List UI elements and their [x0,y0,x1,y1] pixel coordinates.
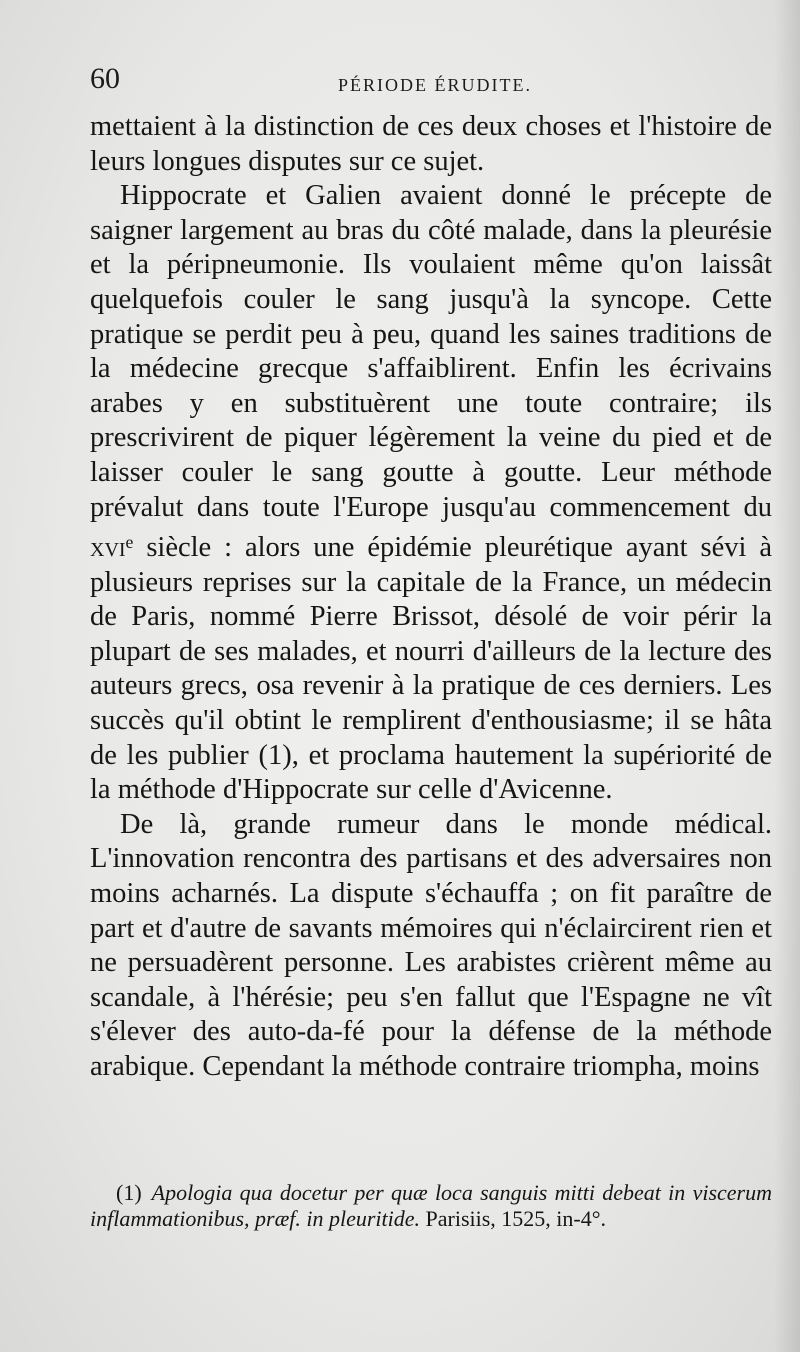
century-numeral: xvi [90,532,126,564]
page-number: 60 [90,62,120,95]
running-title: PÉRIODE ÉRUDITE. [338,75,532,95]
paragraph-2 [90,179,772,808]
paragraph-2-part-2: siècle : alors une épidémie pleurétique ayant sévi à plusieurs reprises sur la capitale de la France, un médecin de Paris, nommé Pierre Brissot, désolé de voir périr la plupart de ses malades, et nourri d'ailleurs de la lecture des auteurs grecs, osa revenir à la pratique de ces derniers. Les succès qu'il obtint le remplirent d'enthousiasme; il se hâta de les publier (1), et proclama hautement la supériorité de la méthode d'Hippocrate sur celle d'Avicenne. [90,532,772,806]
body-text [90,110,772,1085]
paragraph-3: De là, grande rumeur dans le monde médical. L'innovation rencontra des partisans et des adversaires non moins acharnés. La dispute s'échauffa ; on fit paraître de part et d'autre de savants mémoires qui n'éclaircirent rien et ne persuadèrent personne. Les arabistes crièrent même au scandale, à l'hérésie; peu s'en fallut que l'Espagne ne vît s'élever des auto-da-fé pour la défense de la méthode arabique. Cependant la méthode contraire triompha, moins [90,808,772,1082]
page-edge-shadow [774,0,800,1352]
footnote-title: Apologia qua docetur per quæ loca sanguis mitti debeat in viscerum inflammationibus, præf. in pleuritide. [90,1180,772,1231]
running-head [90,62,770,102]
footnote [90,1180,772,1232]
paragraph-2-part-1: Hippocrate et Galien avaient donné le précepte de saigner largement au bras du côté malade, dans la pleurésie et la péripneumonie. Ils voulaient même qu'on laissât quelquefois couler le sang jusqu'à la syncope. Cette pratique se perdit peu à peu, quand les saines traditions de la médecine grecque s'affaiblirent. Enfin les écrivains arabes y en substituèrent une toute contraire; ils prescrivirent de piquer légèrement la veine du pied et de laisser couler le sang goutte à goutte. Leur méthode prévalut dans toute l'Europe jusqu'au commencement du [90,180,772,523]
footnote-mark: (1) [116,1180,142,1205]
footnote-publication: Parisiis, 1525, in-4°. [425,1206,607,1231]
paragraph-1: mettaient à la distinction de ces deux choses et l'histoire de leurs longues disputes sur ce sujet. [90,111,772,177]
century-superscript: e [125,532,134,553]
